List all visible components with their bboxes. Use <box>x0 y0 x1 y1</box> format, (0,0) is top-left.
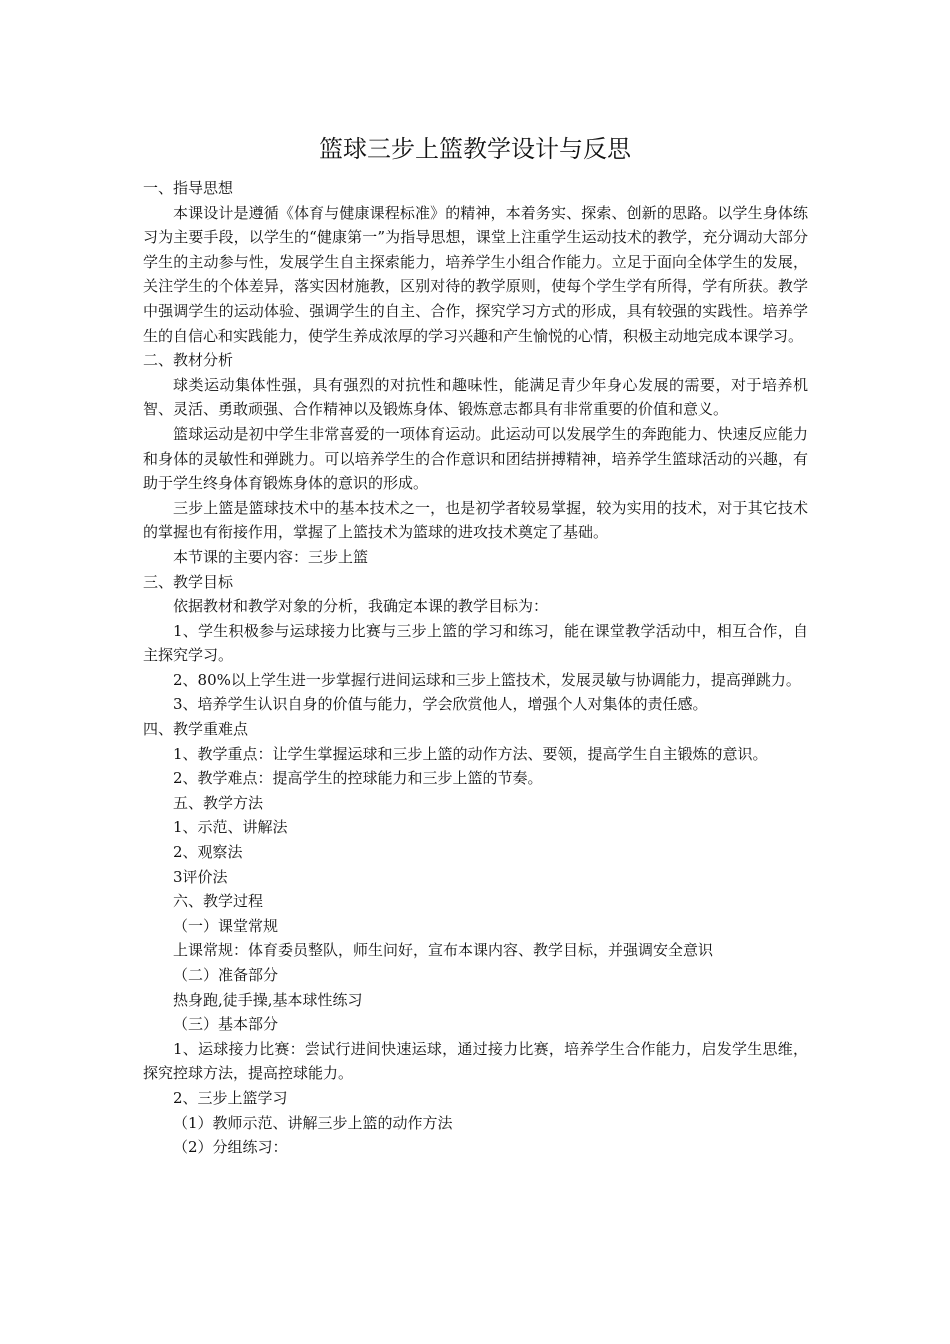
paragraph: 球类运动集体性强，具有强烈的对抗性和趣味性，能满足青少年身心发展的需要，对于培养机智、灵活、勇敢顽强、合作精神以及锻炼身体、锻炼意志都具有非常重要的价值和意义。 <box>143 375 808 419</box>
paragraph: （一）课堂常规 <box>173 916 279 935</box>
document-title: 篮球三步上篮教学设计与反思 <box>319 135 631 163</box>
section-heading: 二、教材分析 <box>143 351 234 370</box>
paragraph: 2、教学难点：提高学生的控球能力和三步上篮的节奏。 <box>173 769 543 788</box>
section-heading: 一、指导思想 <box>143 179 234 197</box>
paragraph: 本课设计是遵循《体育与健康课程标准》的精神，本着务实、探索、创新的思路。以学生身体练习为主要手段，以学生的“健康第一”为指导思想，课堂上注重学生运动技术的教学，充分调动大部分学生的主动参与性，发展学生自主探索能力，培养学生小组合作能力。立足于面向全体学生的发展，关注学生的个体差异，落实因材施教，区别对待的教学原则，使每个学生学有所得，学有所获。教学中强调学生的运动体验、强调学生的自主、合作，探究学习方式的形成，具有较强的实践性。培养学生的自信心和实践能力，使学生养成浓厚的学习兴趣和产生愉悦的心情，积极主动地完成本课学习。 <box>143 203 808 345</box>
paragraph: 3评价法 <box>173 867 228 886</box>
paragraph: 热身跑,徒手操,基本球性练习 <box>173 990 363 1009</box>
paragraph: 1、运球接力比赛：尝试行进间快速运球，通过接力比赛，培养学生合作能力，启发学生思维，探究控球方法，提高控球能力。 <box>143 1039 808 1083</box>
section-heading: 三、教学目标 <box>143 572 234 591</box>
paragraph: 2、观察法 <box>173 843 243 862</box>
paragraph: 本节课的主要内容：三步上篮 <box>173 547 369 566</box>
paragraph: （1）教师示范、讲解三步上篮的动作方法 <box>173 1113 453 1132</box>
paragraph: （三）基本部分 <box>173 1015 279 1034</box>
document-body <box>143 176 808 1160</box>
section-heading: 四、教学重难点 <box>143 720 249 739</box>
paragraph: 三步上篮是篮球技术中的基本技术之一，也是初学者较易掌握，较为实用的技术，对于其它技术的掌握也有衔接作用，掌握了上篮技术为篮球的进攻技术奠定了基础。 <box>143 498 808 542</box>
paragraph: 六、教学过程 <box>173 892 264 911</box>
paragraph: 依据教材和教学对象的分析，我确定本课的教学目标为： <box>173 597 549 616</box>
paragraph: 2、三步上篮学习 <box>173 1088 288 1107</box>
paragraph: 1、学生积极参与运球接力比赛与三步上篮的学习和练习，能在课堂教学活动中，相互合作，自主探究学习。 <box>143 621 808 665</box>
paragraph: 五、教学方法 <box>173 793 264 812</box>
paragraph: 上课常规：体育委员整队，师生问好，宣布本课内容、教学目标，并强调安全意识 <box>173 941 714 960</box>
paragraph: 篮球运动是初中学生非常喜爱的一项体育运动。此运动可以发展学生的奔跑能力、快速反应能力和身体的灵敏性和弹跳力。可以培养学生的合作意识和团结拼搏精神，培养学生篮球活动的兴趣，有助于学生终身体育锻炼身体的意识的形成。 <box>143 424 808 493</box>
paragraph: 3、培养学生认识自身的价值与能力，学会欣赏他人，增强个人对集体的责任感。 <box>173 695 708 714</box>
paragraph: 2、80%以上学生进一步掌握行进间运球和三步上篮技术，发展灵敏与协调能力，提高弹跳力。 <box>173 670 801 689</box>
paragraph: 1、教学重点：让学生掌握运球和三步上篮的动作方法、要领，提高学生自主锻炼的意识。 <box>173 744 768 763</box>
paragraph: （2）分组练习： <box>173 1138 288 1157</box>
paragraph: 1、示范、讲解法 <box>173 818 288 837</box>
paragraph: （二）准备部分 <box>173 966 279 984</box>
